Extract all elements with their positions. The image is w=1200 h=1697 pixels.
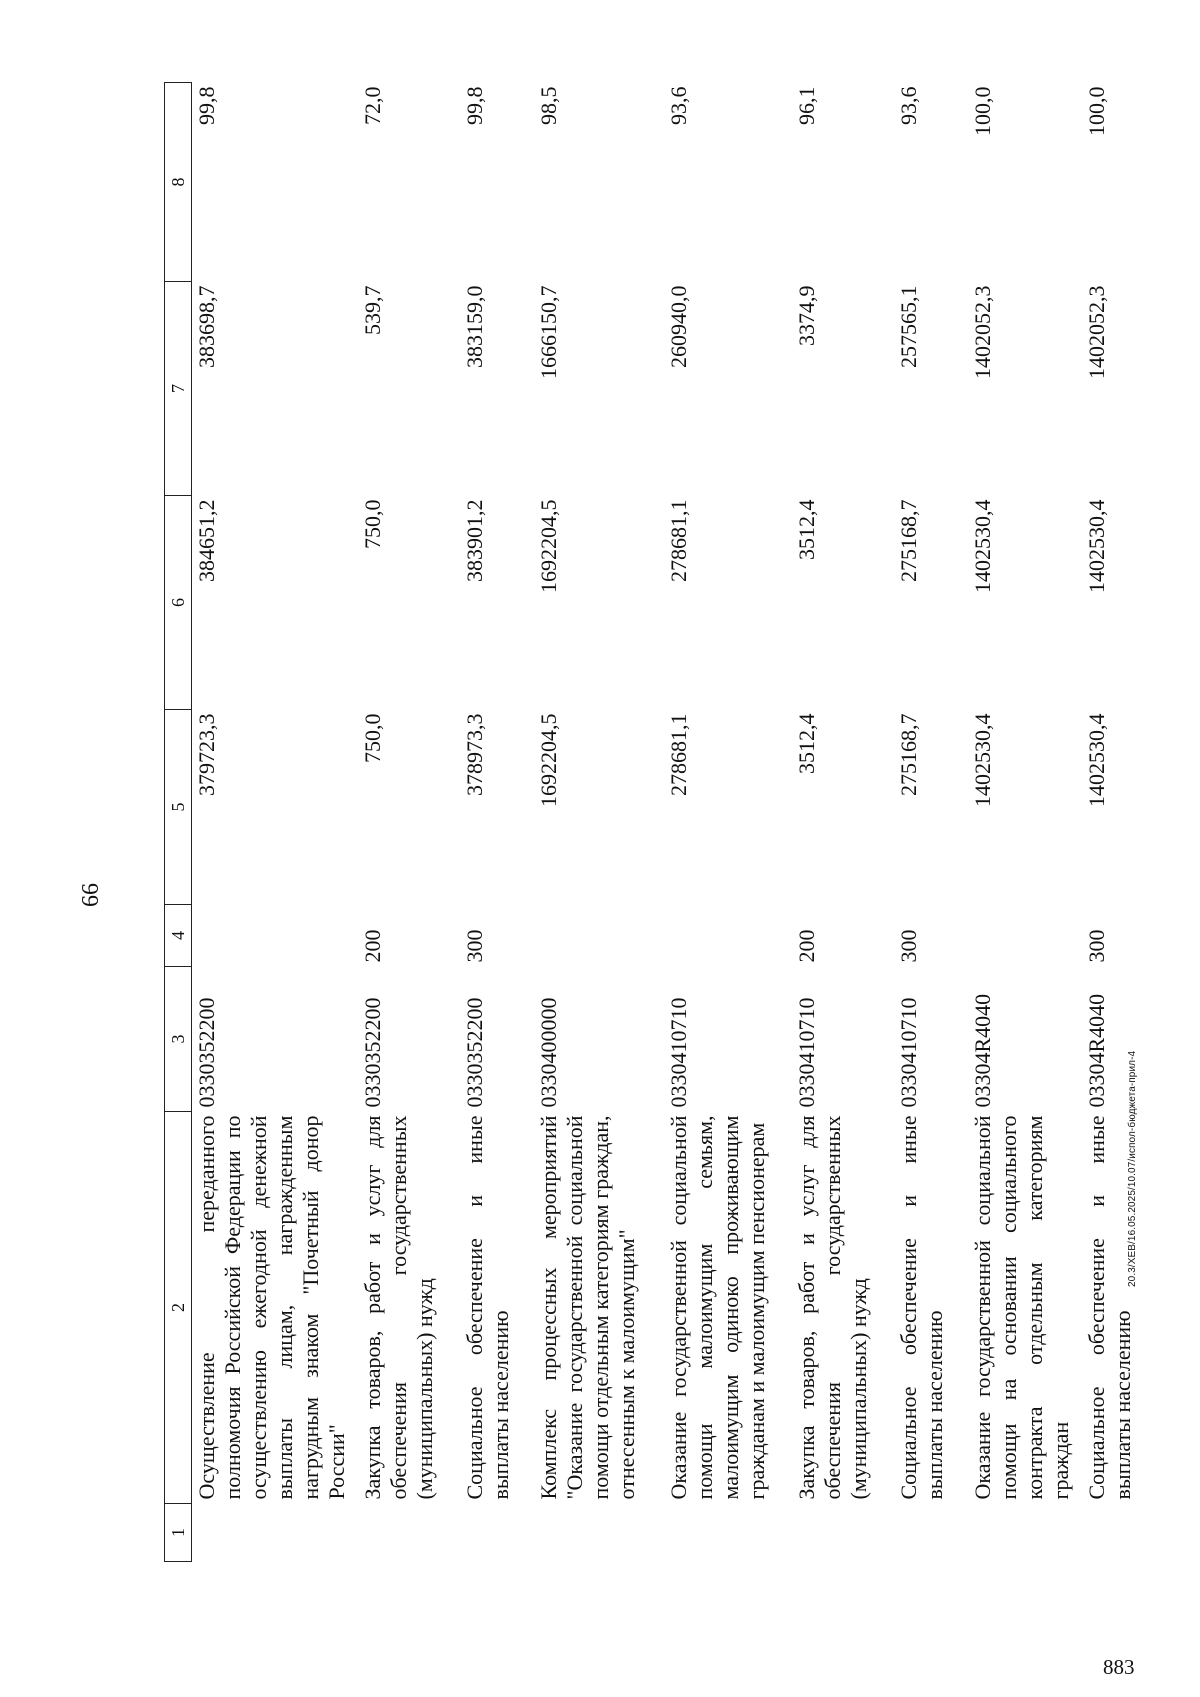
row-vr-code: [192, 905, 359, 967]
row-name: Осуществление переданного полномочия Российской Федерации по осуществлению ежегодной денежной выплаты лицам, награжденным нагрудным знаком "Почетный донор России": [194, 1115, 349, 1500]
row-plan: 3512,4: [794, 713, 819, 774]
row-plan: 379723,3: [194, 713, 219, 796]
row-name: Социальное обеспечение и иные выплаты населению: [462, 1115, 513, 1500]
row-executed: 1666150,7: [536, 285, 561, 379]
row-refined: 384651,2: [194, 499, 219, 582]
row-name: Закупка товаров, работ и услуг для обеспечения государственных (муниципальных) нужд: [360, 1115, 437, 1500]
row-index-cell: [534, 1504, 664, 1562]
row-executed: 3374,9: [794, 285, 819, 346]
row-vr-code: [968, 905, 1082, 967]
page-number: 66: [78, 883, 104, 907]
row-vr-code: [534, 905, 664, 967]
row-executed: 383698,7: [194, 285, 219, 368]
row-plan: 1692204,5: [536, 713, 561, 807]
row-percent: 72,0: [360, 86, 385, 125]
col-header-1: 1: [165, 1504, 192, 1562]
row-vr-code: 300: [1084, 929, 1109, 963]
row-executed: 1402052,3: [970, 285, 995, 379]
row-vr-code: 300: [462, 929, 487, 963]
row-percent: 98,5: [536, 86, 561, 125]
col-header-7: 7: [165, 282, 192, 496]
row-name: Оказание государственной социальной помощи на основании социального контракта отдельным категориям граждан: [970, 1115, 1073, 1500]
table-row: [894, 83, 968, 1562]
row-percent: 99,8: [194, 86, 219, 125]
row-vr-code: 200: [360, 929, 385, 963]
row-vr-code: 300: [896, 929, 921, 963]
row-executed: 1402052,3: [1084, 285, 1109, 379]
row-name: Оказание государственной социальной помощи малоимущим семьям, малоимущим одиноко проживающим гражданам и малоимущим пенсионерам: [666, 1115, 769, 1500]
row-csr-code: 03304R4040: [970, 993, 995, 1108]
row-executed: 539,7: [360, 285, 385, 335]
row-csr-code: 0330352200: [360, 997, 385, 1108]
table-row: [1082, 83, 1156, 1562]
row-refined: 750,0: [360, 499, 385, 549]
file-reference: 20.3/ХЕВ/16.05.2025/10.07/испол-бюджета-прил-4: [1127, 1050, 1138, 1287]
row-refined: 1402530,4: [1084, 499, 1109, 593]
col-header-2: 2: [165, 1112, 192, 1504]
row-csr-code: 0330352200: [194, 997, 219, 1108]
col-header-8: 8: [165, 83, 192, 282]
table-row: [192, 83, 359, 1562]
row-percent: 93,6: [666, 86, 691, 125]
row-vr-code: [664, 905, 792, 967]
col-header-4: 4: [165, 905, 192, 967]
row-percent: 99,8: [462, 86, 487, 125]
row-plan: 278681,1: [666, 713, 691, 796]
row-csr-code: 0330410710: [794, 997, 819, 1108]
col-header-6: 6: [165, 496, 192, 710]
row-refined: 278681,1: [666, 499, 691, 582]
row-name: Социальное обеспечение и иные выплаты населению: [896, 1115, 947, 1500]
row-plan: 750,0: [360, 713, 385, 763]
budget-table: [164, 82, 1156, 1562]
row-csr-code: 03304R4040: [1084, 993, 1109, 1108]
row-vr-code: 200: [794, 929, 819, 963]
row-name: Закупка товаров, работ и услуг для обеспечения государственных (муниципальных) нужд: [794, 1115, 871, 1500]
row-name: Комплекс процессных мероприятий "Оказание государственной социальной помощи отдельным категориям граждан, отнесенным к малоимущим": [536, 1115, 639, 1500]
row-csr-code: 0330400000: [536, 997, 561, 1108]
row-name: Социальное обеспечение и иные выплаты населению: [1084, 1115, 1135, 1500]
row-percent: 100,0: [1084, 86, 1109, 136]
row-plan: 275168,7: [896, 713, 921, 796]
row-refined: 1402530,4: [970, 499, 995, 593]
row-index-cell: [664, 1504, 792, 1562]
row-executed: 257565,1: [896, 285, 921, 368]
row-plan: 1402530,4: [970, 713, 995, 807]
row-refined: 383901,2: [462, 499, 487, 582]
row-percent: 100,0: [970, 86, 995, 136]
row-executed: 260940,0: [666, 285, 691, 368]
row-refined: 1692204,5: [536, 499, 561, 593]
row-index-cell: [792, 1504, 894, 1562]
row-refined: 3512,4: [794, 499, 819, 560]
row-index-cell: [1082, 1504, 1156, 1562]
row-index-cell: [192, 1504, 359, 1562]
table-row: [460, 83, 534, 1562]
row-index-cell: [460, 1504, 534, 1562]
table-row: [358, 83, 460, 1562]
table-row: [664, 83, 792, 1562]
row-percent: 96,1: [794, 86, 819, 125]
table-row: [534, 83, 664, 1562]
row-index-cell: [358, 1504, 460, 1562]
header-row: [165, 83, 192, 1562]
row-percent: 93,6: [896, 86, 921, 125]
row-refined: 275168,7: [896, 499, 921, 582]
row-csr-code: 0330410710: [896, 997, 921, 1108]
row-csr-code: 0330410710: [666, 997, 691, 1108]
col-header-3: 3: [165, 967, 192, 1112]
bottom-page-number: 883: [1103, 1655, 1135, 1679]
table-row: [968, 83, 1082, 1562]
row-plan: 1402530,4: [1084, 713, 1109, 807]
col-header-5: 5: [165, 710, 192, 905]
row-executed: 383159,0: [462, 285, 487, 368]
row-index-cell: [968, 1504, 1082, 1562]
table-row: [792, 83, 894, 1562]
row-plan: 378973,3: [462, 713, 487, 796]
row-index-cell: [894, 1504, 968, 1562]
row-csr-code: 0330352200: [462, 997, 487, 1108]
